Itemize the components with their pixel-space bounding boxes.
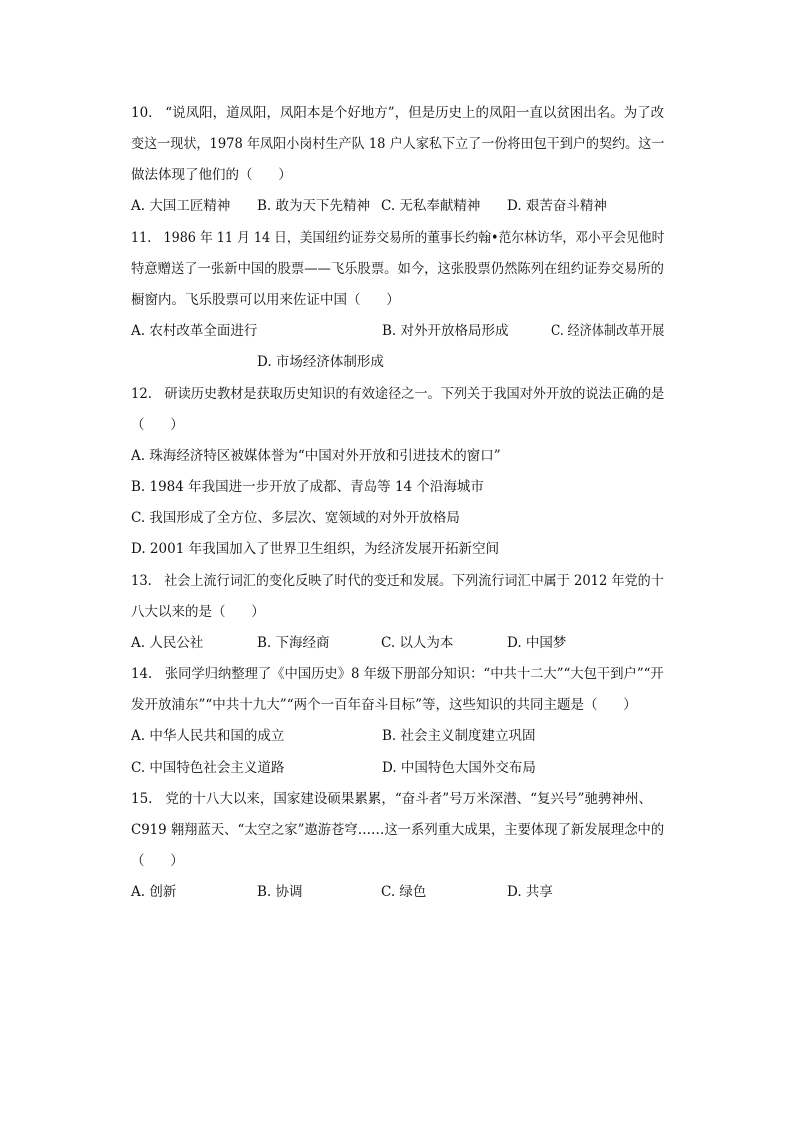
question-10-option-b: B. 敢为天下先精神 [257,198,371,214]
question-14-line-1: 14. 张同学归纳整理了《中国历史》8 年级下册部分知识：“中共十二大”“大包干到户”“开 [131,666,664,682]
question-14-option-b: B. 社会主义制度建立巩固 [382,728,536,744]
question-15-option-a: A. 创新 [131,884,177,900]
question-11-option-c: C. 经济体制改革开展 [551,323,665,339]
question-12-option-d: D. 2001 年我国加入了世界卫生组织，为经济发展开拓新空间 [131,541,500,557]
question-10-option-c: C. 无私奉献精神 [381,198,481,214]
question-15-line-1: 15. 党的十八大以来，国家建设硕果累累，“奋斗者”号万米深潜、“复兴号”驰骋神州、 [131,791,652,807]
question-11-line-1: 11. 1986 年 11 月 14 日，美国纽约证券交易所的董事长约翰•范尔林访华，邓小平会见他时 [131,230,665,246]
question-12-line-2: （ ） [131,417,184,433]
question-14-line-2: 发开放浦东”“中共十九大”“两个一百年奋斗目标”等，这些知识的共同主题是（ ） [131,697,637,713]
question-12-option-a: A. 珠海经济特区被媒体誉为“中国对外开放和引进技术的窗口” [131,448,501,464]
question-11-line-2: 特意赠送了一张新中国的股票——飞乐股票。如今，这张股票仍然陈列在纽约证券交易所的 [131,261,664,277]
question-10-line-2: 变这一现状，1978 年凤阳小岗村生产队 18 户人家私下立了一份将田包干到户的契约。这一 [131,136,665,152]
question-14-option-a: A. 中华人民共和国的成立 [131,728,285,744]
question-15-option-d: D. 共享 [507,884,553,900]
question-13-option-a: A. 人民公社 [131,635,204,651]
question-13-option-d: D. 中国梦 [507,635,567,651]
question-14-option-c: C. 中国特色社会主义道路 [131,760,285,776]
question-11-option-b: B. 对外开放格局形成 [382,323,509,339]
question-10-line-1: 10. “说凤阳，道凤阳，凤阳本是个好地方”，但是历史上的凤阳一直以贫困出名。为了改 [131,105,665,121]
question-10-line-3: 做法体现了他们的（ ） [131,167,292,183]
question-15-line-3: （ ） [131,853,184,869]
question-11-option-d: D. 市场经济体制形成 [257,354,384,370]
question-10-option-d: D. 艰苦奋斗精神 [507,198,607,214]
question-13-line-1: 13. 社会上流行词汇的变化反映了时代的变迁和发展。下列流行词汇中属于 2012 年党的十 [131,573,664,589]
question-13-option-b: B. 下海经商 [257,635,330,651]
question-10-option-a: A. 大国工匠精神 [131,198,231,214]
question-11-line-3: 橱窗内。飞乐股票可以用来佐证中国（ ） [131,292,400,308]
question-13-option-c: C. 以人为本 [381,635,454,651]
question-15-line-2: C919 翱翔蓝天、“太空之家”遨游苍穹……这一系列重大成果，主要体现了新发展理念中的 [131,822,665,838]
question-15-option-b: B. 协调 [257,884,303,900]
question-12-option-c: C. 我国形成了全方位、多层次、宽领域的对外开放格局 [131,510,460,526]
question-11-option-a: A. 农村改革全面进行 [131,323,258,339]
question-12-line-1: 12. 研读历史教材是获取历史知识的有效途径之一。下列关于我国对外开放的说法正确的是 [131,386,665,402]
question-13-line-2: 八大以来的是（ ） [131,604,265,620]
question-15-option-c: C. 绿色 [381,884,427,900]
question-12-option-b: B. 1984 年我国进一步开放了成都、青岛等 14 个沿海城市 [131,479,484,495]
question-14-option-d: D. 中国特色大国外交布局 [382,760,536,776]
